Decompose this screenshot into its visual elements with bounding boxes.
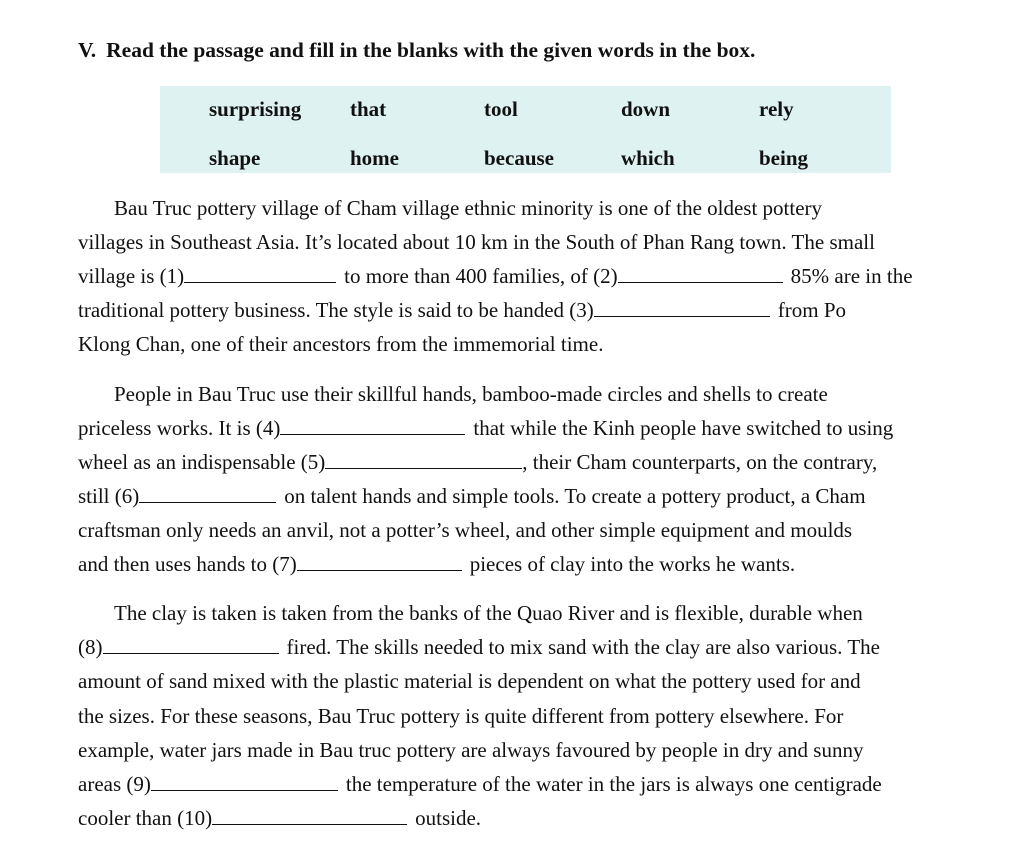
passage-line: People in Bau Truc use their skillful hands, bamboo-made circles and shells to create (114, 382, 828, 406)
word-option: which (621, 146, 675, 170)
blank-8[interactable] (103, 635, 279, 654)
passage-text: pieces of clay into the works he wants. (469, 552, 796, 576)
passage-text: that while the Kinh people have switched to using (473, 416, 894, 440)
passage-text: priceless works. It is (4) (78, 416, 281, 440)
word-option: tool (484, 97, 518, 121)
blank-7[interactable] (297, 552, 462, 571)
passage-text: , their Cham counterparts, on the contrary, (522, 450, 878, 474)
passage-line (78, 805, 481, 831)
passage-line: example, water jars made in Bau truc pottery are always favoured by people in dry and sunny (78, 738, 864, 762)
passage-line: Klong Chan, one of their ancestors from the immemorial time. (78, 332, 604, 356)
blank-5[interactable] (325, 450, 522, 469)
passage-line: craftsman only needs an anvil, not a potter’s wheel, and other simple equipment and moulds (78, 518, 853, 542)
word-option: being (759, 146, 809, 170)
passage-text: 85% are in the (790, 264, 913, 288)
passage-text: fired. The skills needed to mix sand with the clay are also various. The (286, 635, 880, 659)
passage-line (78, 449, 877, 475)
exercise-number: V. (78, 38, 97, 62)
passage-line (78, 551, 795, 577)
passage-text: cooler than (10) (78, 806, 213, 830)
passage-line (78, 634, 880, 660)
word-option: that (350, 97, 387, 121)
passage-line (78, 297, 846, 323)
passage-text: to more than 400 families, of (2) (344, 264, 618, 288)
word-option: rely (759, 97, 794, 121)
word-box (160, 86, 891, 173)
word-option: down (621, 97, 671, 121)
word-option: because (484, 146, 554, 170)
passage-text: from Po (777, 298, 847, 322)
blank-10[interactable] (212, 806, 407, 825)
blank-2[interactable] (618, 264, 783, 283)
passage-line (78, 415, 893, 441)
word-option: surprising (209, 97, 302, 121)
passage-text: wheel as an indispensable (5) (78, 450, 326, 474)
passage-line (78, 771, 882, 797)
passage-text: areas (9) (78, 772, 151, 796)
passage-text: village is (1) (78, 264, 185, 288)
word-option: home (350, 146, 399, 170)
blank-3[interactable] (594, 298, 770, 317)
passage-text: and then uses hands to (7) (78, 552, 297, 576)
blank-9[interactable] (151, 772, 338, 791)
passage-line: amount of sand mixed with the plastic material is dependent on what the pottery used for and (78, 669, 861, 693)
passage-line: villages in Southeast Asia. It’s located about 10 km in the South of Phan Rang town. The small (78, 230, 875, 254)
blank-6[interactable] (139, 484, 276, 503)
passage-text: (8) (78, 635, 103, 659)
passage-text: on talent hands and simple tools. To create a pottery product, a Cham (284, 484, 866, 508)
passage-text: traditional pottery business. The style is said to be handed (3) (78, 298, 594, 322)
exercise-heading (78, 38, 755, 63)
passage-line (78, 483, 866, 509)
passage-line: The clay is taken is taken from the banks of the Quao River and is flexible, durable when (114, 601, 863, 625)
exercise-instruction: Read the passage and fill in the blanks with the given words in the box. (106, 38, 756, 62)
passage-text: outside. (415, 806, 482, 830)
passage-line (78, 263, 913, 289)
blank-4[interactable] (280, 416, 465, 435)
passage-line: Bau Truc pottery village of Cham village ethnic minority is one of the oldest pottery (114, 196, 823, 220)
word-option: shape (209, 146, 261, 170)
blank-1[interactable] (184, 264, 336, 283)
passage-text: still (6) (78, 484, 140, 508)
passage-text: the temperature of the water in the jars is always one centigrade (345, 772, 882, 796)
passage-line: the sizes. For these seasons, Bau Truc pottery is quite different from pottery elsewhere. For (78, 704, 844, 728)
